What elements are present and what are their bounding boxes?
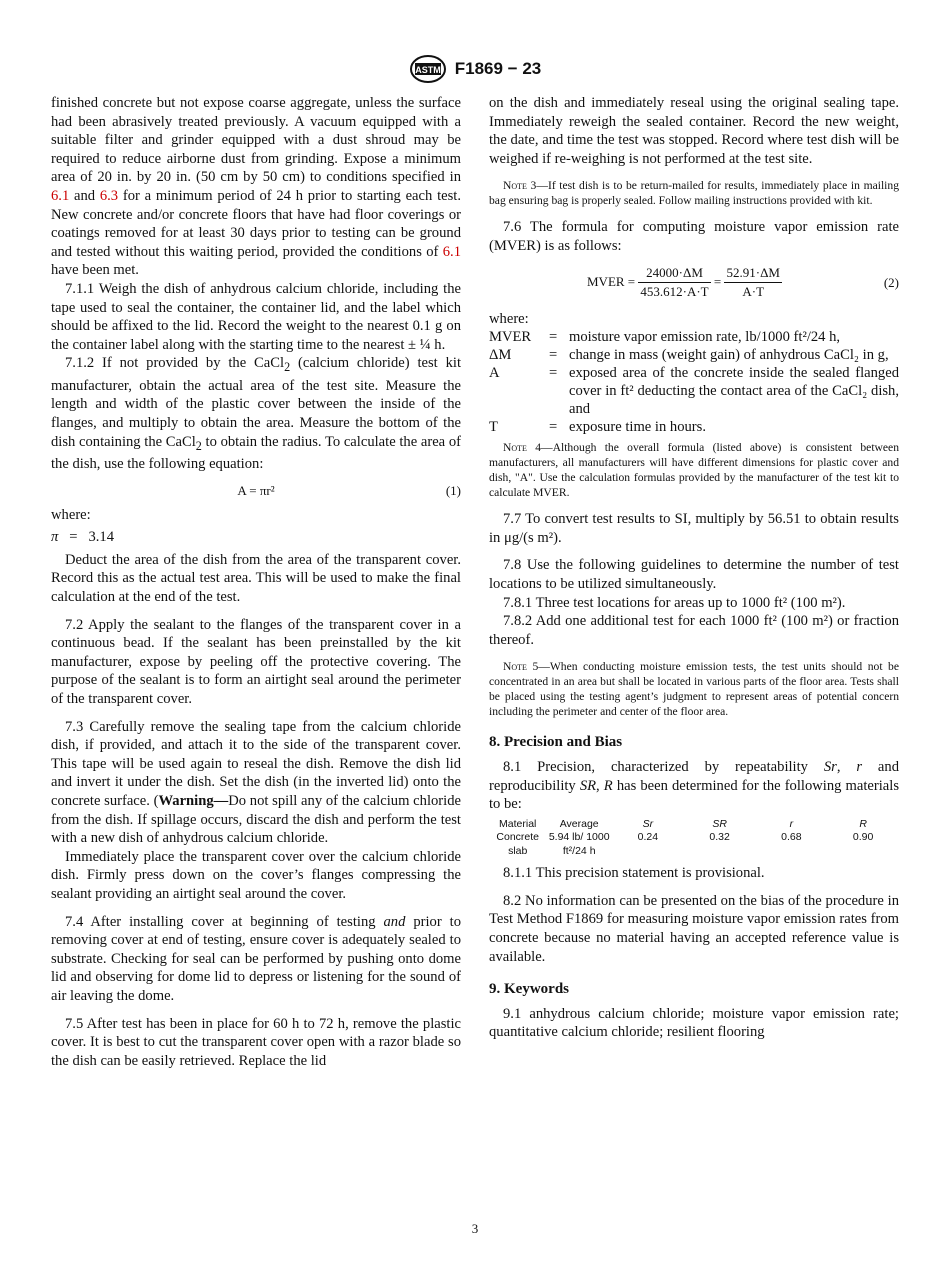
- where-label: where:: [51, 506, 91, 523]
- definition-sym: A: [489, 365, 500, 382]
- astm-logo-icon: [409, 54, 447, 84]
- equation-number: (1): [445, 482, 461, 498]
- pi-definition: π = 3.14: [51, 529, 114, 546]
- note-5: Note 5—When conducting moisture emission tests, the test units should not be concentrated in an area but shall be located in various parts of the floor area. Tests shall be placed using the testing agent’s judgment to represent areas of potential concern including the perimeter and center of the floor area.: [489, 660, 900, 719]
- table-cell: 0.68: [781, 831, 802, 844]
- definition-def: change in mass (weight gain) of anhydrous CaCl₂ in g,: [569, 347, 889, 364]
- paragraph-cont: on the dish and immediately reseal using the original sealing tape. Immediately reweigh the sealed container. Record the new weight, the date, and time the test was stopped. Record where test dish will be weighed if re-weighing is not performed at the test site.: [489, 95, 899, 167]
- col-header: Average: [559, 817, 599, 830]
- col-header: r: [789, 817, 794, 830]
- definition-eq: =: [549, 365, 558, 382]
- definition-def: exposed area of the concrete inside the sealed flanged cover in ft² deducting the contact area of the CaCl₂ dish, and: [569, 365, 899, 418]
- col-header: R: [859, 817, 867, 830]
- fraction-2: $\frac{52.91\cdot\Delta M}{A\cdot T}$: [726, 264, 780, 300]
- definition-row: [489, 418, 899, 436]
- left-column: [51, 94, 461, 1070]
- paragraph-7-4: 7.4 After installing cover at beginning of testing and prior to removing cover at end of testing, ensure cover is adequately sealed to substrate. Checking for seal can be performed by pushing onto dome lid and observing for dome lid to depress or listening for the sound of air leaving the dome.: [51, 913, 462, 1004]
- definition-eq: =: [549, 347, 558, 364]
- col-header: Material: [499, 817, 537, 830]
- table-cell: 0.32: [709, 831, 730, 844]
- precision-table: [489, 818, 899, 859]
- definition-sym: T: [489, 419, 498, 436]
- definition-row: [489, 346, 899, 364]
- table-row: [489, 831, 899, 858]
- paragraph-8-1-1: 8.1.1 This precision statement is provisional.: [503, 865, 765, 882]
- fraction-1: $\frac{24000\cdot\Delta M}{453.612\cdot A\cdot T}$: [640, 264, 709, 300]
- definition-sym: ΔM: [489, 347, 512, 364]
- paragraph-9-1: 9.1 anhydrous calcium chloride; moisture vapor emission rate; quantitative calcium chloride; resilient flooring: [489, 1005, 899, 1041]
- paragraph-8-2: 8.2 No information can be presented on the bias of the procedure in Test Method F1869 for measuring moisture vapor emission rates from concrete because no material having an accepted reference value is available.: [489, 892, 899, 965]
- paragraph-7-8-1: 7.8.1 Three test locations for areas up to 1000 ft² (100 m²).: [503, 594, 846, 611]
- section-9-title: 9. Keywords: [489, 981, 569, 998]
- section-link[interactable]: 6.1: [442, 243, 461, 260]
- note-3: Note 3—If test dish is to be return-mailed for results, immediately place in mailing bag ensuring bag is properly sealed. Follow mailing instructions provided with kit.: [489, 179, 899, 208]
- section-link[interactable]: 6.1: [51, 187, 70, 204]
- paragraph-7-7: 7.7 To convert test results to SI, multiply by 56.51 to obtain results in μg/(s m²).: [489, 511, 899, 546]
- paragraph-7-8: 7.8 Use the following guidelines to determine the number of test locations to be utilized simultaneously.: [489, 557, 899, 592]
- definition-row: [489, 328, 899, 346]
- definition-row: [489, 364, 899, 418]
- page-header: [0, 54, 950, 84]
- table-cell: 5.94 lb/ 1000 ft²/24 h: [548, 831, 610, 857]
- document-id: F1869 − 23: [454, 59, 542, 78]
- definition-def: moisture vapor emission rate, lb/1000 ft²/24 h,: [569, 329, 841, 346]
- equation-1: [51, 478, 461, 506]
- paragraph-7-8-2: 7.8.2 Add one additional test for each 1000 ft² (100 m²) or fraction thereof.: [489, 613, 899, 648]
- equation-body: A = πr²: [237, 482, 275, 498]
- equation-number: (2): [883, 274, 899, 290]
- equation-2: MVER = $\frac{24000\cdot\Delta M}{453.612\cdot A\cdot T}$ = $\frac{52.91\cdot\Delta M}{A\cdot T}$ (2): [489, 262, 899, 304]
- paragraph-8-1: 8.1 Precision, characterized by repeatability Sr, r and reproducibility SR, R has been determined for the following materials to be:: [489, 758, 900, 813]
- col-header: SR: [712, 817, 727, 830]
- where-label: where:: [489, 310, 529, 327]
- definition-sym: MVER: [489, 329, 532, 346]
- definition-eq: =: [549, 419, 558, 436]
- section-8-title: 8. Precision and Bias: [489, 734, 623, 751]
- paragraph-7-6: 7.6 The formula for computing moisture vapor emission rate (MVER) is as follows:: [489, 219, 899, 254]
- section-link[interactable]: 6.3: [99, 187, 119, 204]
- table-cell: Concrete slab: [496, 831, 539, 857]
- paragraph-7-3: 7.3 Carefully remove the sealing tape from the calcium chloride dish, if provided, and attach it to the side of the transparent cover. This tape will be used again to reseal the dish. Remove the dish lid and invert it under the dish. Set the dish (in the inverted lid) onto the concrete surface. (Warning—Do not spill any of the calcium chloride from the dish. If spillage occurs, discard the dish and perform the test with a new dish of anhydrous calcium chloride.: [51, 718, 461, 847]
- paragraph-7-2: 7.2 Apply the sealant to the flanges of the transparent cover in a continuous bead. If the sealant has been preinstalled by the kit manufacturer, expose by peeling off the protective covering. The purpose of the sealant is to form an airtight seal around the perimeter of the transparent cover.: [51, 616, 461, 708]
- definition-def: exposure time in hours.: [569, 419, 706, 436]
- paragraph-deduct: Deduct the area of the dish from the area of the transparent cover. Record this as the actual test area. This will be used to make the final calculation at the end of the test.: [51, 551, 461, 606]
- paragraph: finished concrete but not expose coarse aggregate, unless the surface had been abrasively treated previously. A vacuum equipped with a suitable filter and grinder equipped with a dust shroud may be required to reduce airborne dust from grinding. Expose a minimum area of 20 in. by 20 in. (50 cm by 50 cm) to conditions specified in 6.1 and 6.3 for a minimum period of 24 h prior to starting each test. New concrete and/or concrete floors that have had floor coverings or coatings removed for at least 30 days prior to testing can be ground and tested without this waiting period, provided the conditions of 6.1 have been met.: [51, 95, 461, 279]
- right-column: [489, 94, 899, 1042]
- table-cell: 0.24: [637, 831, 659, 844]
- page-number: 3: [471, 1221, 479, 1236]
- paragraph-7-1-1: 7.1.1 Weigh the dish of anhydrous calcium chloride, including the tape used to seal the container, the container lid, and the label which should be affixed to the lid. Record the weight to the nearest 0.1 g on the container label along with the starting time to the nearest ± ¼ h.: [51, 280, 461, 353]
- table-cell: 0.90: [852, 831, 874, 844]
- paragraph-7-1-2: 7.1.2 If not provided by the CaCl$_2$ (calcium chloride) test kit manufacturer, obtain the actual area of the test site. Measure the length and width of the plastic cover between the inside of the flanges, and multiply to obtain the area. Measure the bottom of the dish containing the CaCl$_2$ to obtain the radius. To calculate the area of the dish, use the following equation:: [51, 355, 461, 473]
- paragraph-7-3-cont: Immediately place the transparent cover over the calcium chloride dish. Firmly press down on the cover’s flanges compressing the sealant providing an airtight seal around the cover.: [51, 848, 461, 902]
- svg-text:ASTM: ASTM: [415, 65, 441, 75]
- col-header: Sr: [642, 817, 654, 830]
- definition-eq: =: [549, 329, 558, 346]
- paragraph-7-5: 7.5 After test has been in place for 60 h to 72 h, remove the plastic cover. It is best to cut the transparent cover open with a razor blade so the dish can be easily retrieved. Replace the lid: [51, 1015, 461, 1069]
- definitions-table: [489, 328, 899, 436]
- note-4: Note 4—Although the overall formula (listed above) is consistent between manufacturers, all manufacturers will have different dimensions for plastic cover and dish, "A". Use the calculation formulas provided by the manufacturer of the test kit to calculate MVER.: [489, 441, 899, 500]
